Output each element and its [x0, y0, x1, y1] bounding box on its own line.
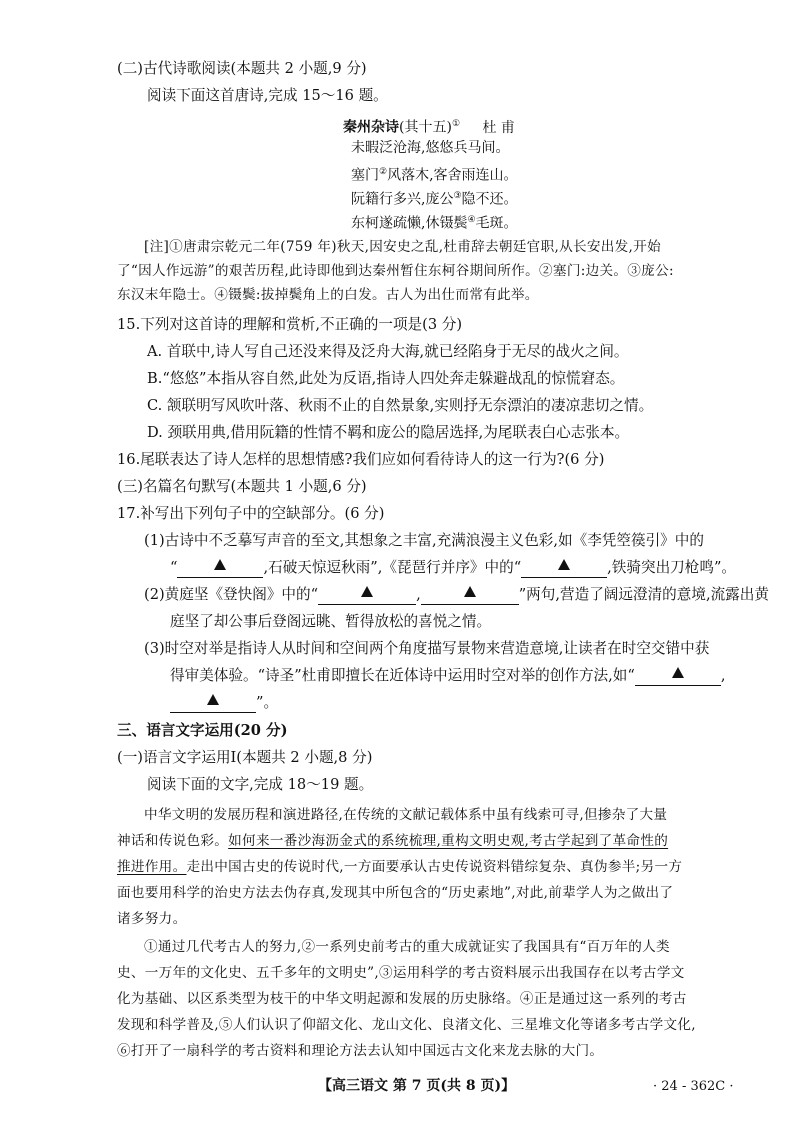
subquestion-line: [170, 692, 278, 714]
annotation-line: 东汉末年隐士。④镊鬓:拔掉鬓角上的白发。古人为出仕而常有此举。: [117, 287, 539, 303]
note-marker: ③: [453, 191, 462, 201]
subquestion: (1)古诗中不乏摹写声音的至文,其想象之丰富,充满浪漫主义色彩,如《李凭箜篌引》中的: [144, 532, 704, 549]
triangle-icon: [361, 586, 373, 597]
poem-text: 东柯遂疏懒,休镊鬓: [351, 215, 468, 232]
underlined-sentence: 推进作用。: [117, 859, 187, 875]
poem-subtitle: (其十五): [399, 119, 452, 136]
subquestion-line: [144, 584, 769, 606]
option-a: A. 首联中,诗人写自己还没来得及泛舟大海,就已经陷身于无尽的战火之间。: [147, 343, 629, 360]
text: 走出中国古史的传说时代,一方面要承认古史传说资料错综复杂、真伪参半;另一方: [186, 859, 683, 875]
option-b: B.“悠悠”本指从容自然,此处为反语,指诗人四处奔走躲避战乱的惊慌窘态。: [147, 370, 625, 387]
answer-blank[interactable]: [177, 559, 263, 578]
triangle-icon: [672, 667, 684, 678]
question-stem: 15.下列对这首诗的理解和赏析,不正确的一项是(3 分): [117, 316, 463, 333]
note-marker: ④: [467, 215, 476, 225]
note-marker: ②: [379, 167, 388, 177]
answer-blank[interactable]: [635, 667, 721, 686]
instruction: 阅读下面的文字,完成 18～19 题。: [147, 776, 374, 793]
question-stem: 17.补写出下列句子中的空缺部分。(6 分): [117, 505, 385, 522]
page-footer: 【高三语文 第 7 页(共 8 页)】: [318, 1078, 516, 1094]
passage-line: ⑥打开了一扇科学的考古资料和理论方法去认知中国远古文化来龙去脉的大门。: [117, 1043, 604, 1059]
triangle-icon: [214, 559, 226, 570]
triangle-icon: [464, 586, 476, 597]
paper-code: · 24 - 362C ·: [653, 1079, 734, 1094]
poem-text: 隐不还。: [461, 191, 518, 208]
annotation-line: 了“因人作远游”的艰苦历程,此诗即他到达秦州暂住东柯谷期间所作。②塞门:边关。③庞公:: [117, 263, 674, 279]
poem-line: [351, 209, 518, 235]
instruction: 阅读下面这首唐诗,完成 15～16 题。: [147, 87, 388, 104]
triangle-icon: [558, 559, 570, 570]
answer-blank[interactable]: [318, 586, 416, 605]
poem-line: [351, 161, 518, 187]
poem-text: 塞门: [351, 167, 379, 184]
poem-line: [351, 185, 518, 211]
poem-text: 毛斑。: [475, 215, 518, 232]
passage-line: [117, 856, 682, 878]
text: ,: [720, 667, 726, 684]
subquestion-line: [170, 665, 725, 687]
answer-blank[interactable]: [521, 559, 607, 578]
passage-line: 中华文明的发展历程和演进路径,在传统的文献记载体系中虽有线索可寻,但掺杂了大量: [144, 807, 668, 823]
passage-line: 化为基础、以区系类型为枝干的中华文明起源和发展的历史脉络。④正是通过这一系列的考古: [117, 991, 687, 1007]
poem-title: 秦州杂诗: [343, 119, 399, 136]
part-heading: 三、语言文字运用(20 分): [117, 722, 288, 739]
text: ,石破天惊逗秋雨”,《琵琶行并序》中的“: [263, 559, 522, 576]
option-d: D. 颈联用典,借用阮籍的性情不羁和庞公的隐居选择,为尾联表白心志张本。: [147, 424, 630, 441]
underlined-sentence: 如何来一番沙海沥金式的系统梳理,重构文明史观,考古学起到了革命性的: [228, 833, 669, 849]
poem-title-line: [343, 113, 515, 139]
passage-line: 诸多努力。: [117, 911, 187, 927]
text: 得审美体验。“诗圣”杜甫即擅长在近体诗中运用时空对举的创作方法,如“: [170, 667, 635, 684]
passage-line: 面也要用科学的治史方法去伪存真,发现其中所包含的“历史素地”,对此,前辈学人为之做出了: [117, 885, 674, 901]
section-heading: (二)古代诗歌阅读(本题共 2 小题,9 分): [117, 60, 367, 77]
poem-text: 风落木,客舍雨连山。: [387, 167, 518, 184]
option-c: C. 颔联明写风吹叶落、秋雨不止的自然景象,实则抒无奈漂泊的凄凉悲切之情。: [147, 397, 654, 414]
passage-line: 发现和科学普及,⑤人们认识了仰韶文化、龙山文化、良渚文化、三星堆文化等诸多考古学文化,: [117, 1017, 696, 1033]
question-stem: 16.尾联表达了诗人怎样的思想情感?我们应如何看待诗人的这一行为?(6 分): [117, 451, 605, 468]
passage-line: 史、一万年的文化史、五千多年的文明史”,③运用科学的考古资料展示出我国存在以考古学文: [117, 965, 685, 981]
text: ,: [416, 586, 421, 603]
passage-line: ①通过几代考古人的努力,②一系列史前考古的重大成就证实了我国具有“百万年的人类: [144, 939, 670, 955]
subquestion-line: 庭坚了却公事后登阁远眺、暂得放松的喜悦之情。: [170, 613, 492, 630]
poem-author: 杜 甫: [482, 119, 515, 136]
note-marker: ①: [451, 119, 461, 129]
text: (2)黄庭坚《登快阁》中的“: [144, 586, 319, 603]
answer-blank[interactable]: [421, 586, 519, 605]
annotation-line: [注]①唐肃宗乾元二年(759 年)秋天,因安史之乱,杜甫辞去朝廷官职,从长安出发,开始: [144, 239, 661, 255]
text: 神话和传说色彩。: [117, 833, 229, 849]
section-heading: (三)名篇名句默写(本题共 1 小题,6 分): [117, 478, 367, 495]
answer-blank[interactable]: [170, 694, 256, 713]
triangle-icon: [207, 694, 219, 705]
text: ,铁骑突出刀枪鸣”。: [607, 559, 737, 576]
subquestion-line: [170, 557, 736, 579]
passage-line: [117, 830, 668, 852]
poem-text: 阮籍行多兴,庞公: [351, 191, 454, 208]
section-heading: (一)语言文字运用Ⅰ(本题共 2 小题,8 分): [117, 749, 373, 766]
text: ”。: [256, 694, 279, 711]
subquestion: (3)时空对举是指诗人从时间和空间两个角度描写景物来营造意境,让读者在时空交错中获: [144, 640, 710, 657]
poem-line: 未暇泛沧海,悠悠兵马间。: [351, 140, 510, 156]
text: ”两句,营造了阔远澄清的意境,流露出黄: [518, 586, 769, 603]
text: “: [170, 559, 178, 576]
